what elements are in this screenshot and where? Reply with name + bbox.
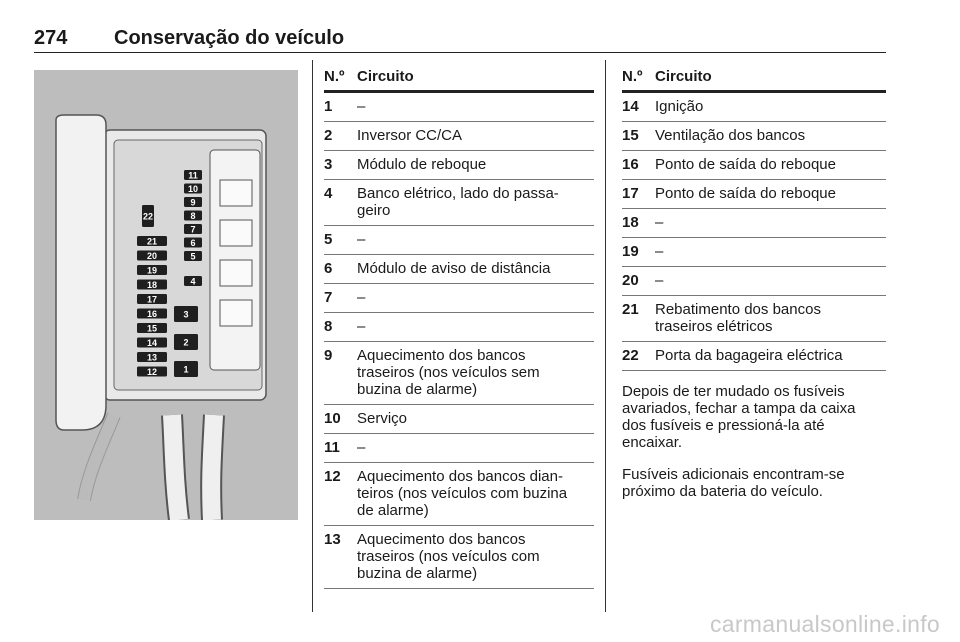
fuse-15	[137, 323, 167, 334]
cable-3	[211, 415, 214, 520]
fuse-label: 4	[190, 276, 196, 287]
table-row	[622, 209, 886, 238]
fuse-label: 22	[142, 211, 154, 222]
paragraph-additional-fuses: Fusíveis adicionais encontram-se próximo da bateria do veículo.	[622, 466, 845, 500]
fuse-label: 16	[146, 309, 158, 319]
fuse-label: 17	[146, 294, 158, 305]
circuit-description: Ignição	[655, 98, 704, 115]
cable-2	[172, 415, 179, 520]
fuse-number: 12	[324, 468, 341, 485]
table-header	[622, 62, 886, 93]
table-row	[622, 93, 886, 122]
col-circuit-header: Circuito	[655, 67, 712, 85]
fuse-label: 19	[146, 265, 158, 276]
circuit-description: –	[655, 214, 664, 231]
table-row	[622, 122, 886, 151]
fuse-14	[137, 338, 167, 349]
circuit-description: Módulo de reboque	[357, 156, 487, 173]
col-circuit-header: Circuito	[357, 67, 414, 85]
fuse-number: 3	[324, 156, 333, 173]
fuse-number: 9	[324, 347, 333, 364]
fuse-label: 7	[190, 224, 196, 235]
circuit-description: –	[357, 231, 366, 248]
fuse-number: 2	[324, 127, 333, 144]
fuse-13	[137, 352, 167, 363]
fuse-table-right	[622, 62, 886, 515]
fuse-number: 22	[622, 347, 639, 364]
circuit-description: Ponto de saída do reboque	[655, 156, 836, 173]
fuse-label: 12	[146, 367, 158, 377]
fuse-label: 1	[183, 364, 189, 375]
table-row	[324, 342, 594, 405]
fuse-21	[137, 236, 167, 247]
circuit-description: –	[357, 289, 366, 306]
table-row	[622, 296, 886, 342]
fuse-number: 10	[324, 410, 341, 427]
fuse-18	[137, 280, 167, 291]
fuse-number: 1	[324, 98, 333, 115]
table-row	[324, 526, 594, 589]
table-row	[324, 284, 594, 313]
table-row	[622, 238, 886, 267]
circuit-description: Serviço	[357, 410, 408, 427]
fuse-4	[184, 276, 202, 287]
fuse-number: 13	[324, 531, 341, 548]
fuse-number: 19	[622, 243, 639, 260]
fuse-box-svg	[34, 70, 298, 520]
circuit-description: –	[357, 318, 366, 335]
circuit-description: Módulo de aviso de distância	[357, 260, 551, 277]
page-title: Conservação do veículo	[114, 27, 345, 49]
fuse-label: 6	[190, 238, 196, 248]
table-row	[324, 151, 594, 180]
fuse-number: 14	[622, 98, 639, 115]
page-header	[34, 24, 886, 53]
circuit-description: Rebatimento dos bancos traseiros elétricos	[655, 301, 821, 335]
relay-3	[220, 260, 252, 286]
table-row	[324, 122, 594, 151]
fuse-number: 8	[324, 318, 333, 335]
table-row	[622, 180, 886, 209]
page-number: 274	[34, 27, 68, 49]
circuit-description: –	[655, 243, 664, 260]
fuse-10	[184, 184, 202, 195]
table-row	[622, 342, 886, 371]
column-divider-1	[312, 60, 313, 612]
relay-4	[220, 300, 252, 326]
fuse-6	[184, 238, 202, 249]
fuse-number: 16	[622, 156, 639, 173]
circuit-description: Aquecimento dos bancos dian- teiros (nos veículos com buzina de alarme)	[357, 468, 568, 519]
fuse-1	[174, 361, 198, 377]
circuit-description: Ponto de saída do reboque	[655, 185, 836, 202]
fuse-number: 7	[324, 289, 333, 306]
fuse-label: 20	[146, 251, 158, 261]
fuse-label: 11	[188, 170, 198, 181]
fuse-label: 13	[146, 352, 158, 363]
fuse-number: 21	[622, 301, 639, 318]
fuse-3	[174, 306, 198, 322]
fuse-label: 5	[190, 251, 196, 262]
fuse-label: 2	[183, 337, 189, 348]
circuit-description: –	[357, 439, 366, 456]
fuse-number: 15	[622, 127, 639, 144]
fuse-label: 9	[190, 197, 196, 208]
col-number-header: N.º	[622, 67, 643, 85]
relay-2	[220, 220, 252, 246]
table-row	[324, 180, 594, 226]
fuse-label: 21	[146, 236, 158, 247]
fuse-label: 14	[146, 338, 158, 348]
table-row	[324, 93, 594, 122]
fuse-label: 10	[187, 184, 199, 194]
fuse-number: 4	[324, 185, 333, 202]
fuse-box-cover	[56, 115, 106, 430]
table-row	[324, 434, 594, 463]
table-row	[622, 151, 886, 180]
fuse-12	[137, 367, 167, 378]
table-row	[324, 255, 594, 284]
relay-1	[220, 180, 252, 206]
fuse-9	[184, 197, 202, 208]
fuse-2	[174, 334, 198, 350]
fuse-table-left	[324, 62, 594, 589]
fuse-box-illustration	[34, 70, 298, 520]
watermark: carmanualsonline.info	[709, 611, 940, 637]
fuse-20	[137, 251, 167, 262]
fuse-label: 18	[146, 280, 158, 290]
circuit-description: –	[357, 98, 366, 115]
table-row	[622, 267, 886, 296]
circuit-description: Aquecimento dos bancos traseiros (nos veículos sem buzina de alarme)	[357, 347, 540, 398]
fuse-7	[184, 224, 202, 235]
circuit-description: –	[655, 272, 664, 289]
fuse-16	[137, 309, 167, 320]
circuit-description: Banco elétrico, lado do passa- geiro	[357, 185, 559, 219]
fuse-5	[184, 251, 202, 262]
fuse-22	[142, 205, 154, 227]
table-header	[324, 62, 594, 93]
fuse-number: 6	[324, 260, 333, 277]
circuit-description: Porta da bagageira eléctrica	[655, 347, 843, 364]
fuse-label: 15	[146, 323, 158, 334]
fuse-17	[137, 294, 167, 305]
fuse-number: 18	[622, 214, 639, 231]
col-number-header: N.º	[324, 67, 345, 85]
table-row	[324, 463, 594, 526]
table-row	[324, 313, 594, 342]
fuse-8	[184, 211, 202, 222]
fuse-number: 20	[622, 272, 639, 289]
fuse-label: 8	[190, 211, 196, 221]
fuse-label: 3	[183, 309, 189, 320]
circuit-description: Ventilação dos bancos	[655, 127, 806, 144]
circuit-description: Aquecimento dos bancos traseiros (nos veículos com buzina de alarme)	[357, 531, 540, 582]
table-row	[324, 226, 594, 255]
table-row	[324, 405, 594, 434]
fuse-19	[137, 265, 167, 276]
fuse-number: 5	[324, 231, 333, 248]
fuse-number: 11	[324, 439, 340, 456]
circuit-description: Inversor CC/CA	[357, 127, 463, 144]
paragraph-replace-fuses: Depois de ter mudado os fusíveis avariados, fechar a tampa da caixa dos fusíveis e pressioná-la até encaixar.	[622, 383, 856, 451]
fuse-number: 17	[622, 185, 639, 202]
fuse-11	[184, 170, 202, 181]
column-divider-2	[605, 60, 606, 612]
